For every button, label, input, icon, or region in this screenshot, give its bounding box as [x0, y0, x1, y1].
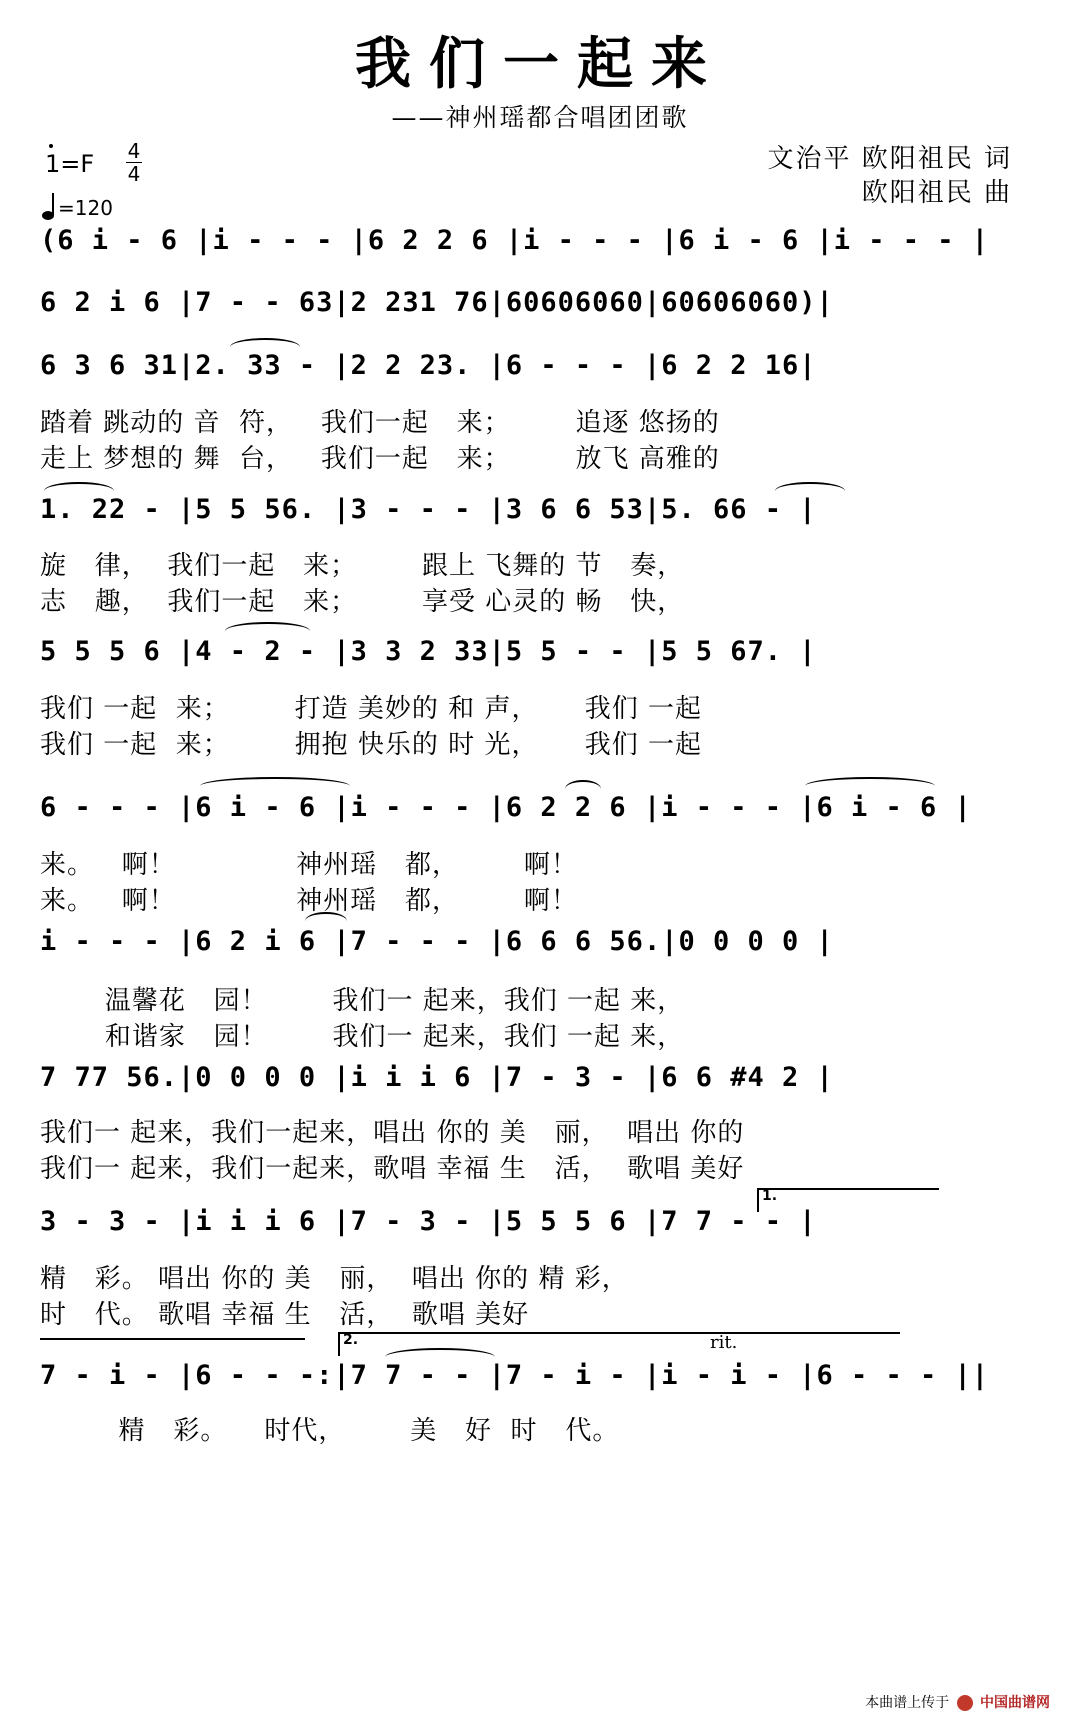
score-line-10: 7 - i - |6 - - -:|7 7 - - |7 - i - |i - i - |6 - - - ||: [40, 1360, 990, 1391]
score-line-7: i - - - |6 2 i 6 |7 - - - |6 6 6 56.|0 0 0 0 |: [40, 926, 834, 957]
lyric-line-10: 精 彩。 时代， 美 好 时 代。: [100, 1416, 620, 1446]
key-signature: [45, 150, 94, 178]
score-line-3: 6 3 6 31|2. 33 - |2 2 23. |6 - - - |6 2 2 16|: [40, 350, 817, 381]
score-line-6: 6 - - - |6 i - 6 |i - - - |6 2 2 6 |i - - - |6 i - 6 |: [40, 792, 972, 823]
score-line-4: 1. 22 - |5 5 56. |3 - - - |3 6 6 53|5. 66 - |: [40, 494, 817, 525]
score-line-9: 3 - 3 - |i i i 6 |7 - 3 - |5 5 5 6 |7 7 - - |: [40, 1206, 817, 1237]
meter-top: 4: [127, 139, 141, 163]
lyric-line-4b: 志 趣， 我们一起 来； 享受 心灵的 畅 快，: [40, 587, 685, 617]
footer-brand[interactable]: 中国曲谱网: [980, 1695, 1050, 1711]
upload-footer: [865, 1692, 1050, 1712]
first-ending-continuation: [40, 1338, 305, 1362]
lyric-line-7a: 温馨花 园！ 我们一 起来，我们 一起 来，: [40, 986, 685, 1016]
song-subtitle: ——神州瑶都合唱团团歌: [391, 103, 689, 132]
lyric-line-9a: 精 彩。 唱出 你的 美 丽， 唱出 你的 精 彩，: [40, 1264, 629, 1294]
lyric-line-6b: 来。 啊！ 神州瑶 都， 啊！: [40, 886, 578, 916]
score-line-8: 7 77 56.|0 0 0 0 |i i i 6 |7 - 3 - |6 6 #4 2 |: [40, 1062, 834, 1093]
lyric-line-7b: 和谐家 园！ 我们一 起来，我们 一起 来，: [40, 1022, 685, 1052]
ritardando-marking: rit.: [710, 1332, 738, 1353]
lyric-line-8a: 我们一 起来，我们一起来，唱出 你的 美 丽， 唱出 你的: [40, 1118, 745, 1148]
lyric-line-4a: 旋 律， 我们一起 来； 跟上 飞舞的 节 奏，: [40, 551, 685, 581]
lyricist-credit: 文治平 欧阳祖民 词: [767, 144, 1012, 174]
lyric-line-6a: 来。 啊！ 神州瑶 都， 啊！: [40, 850, 578, 880]
score-line-5: 5 5 5 6 |4 - 2 - |3 3 2 33|5 5 - - |5 5 67. |: [40, 636, 817, 667]
lyric-line-3a: 踏着 跳动的 音 符， 我们一起 来； 追逐 悠扬的: [40, 408, 720, 438]
tempo-marking: [42, 194, 113, 220]
lyric-line-3b: 走上 梦想的 舞 台， 我们一起 来； 放飞 高雅的: [40, 444, 720, 474]
score-line-2: 6 2 i 6 |7 - - 63|2 231 76|60606060|60606060)|: [40, 287, 834, 318]
time-signature: [126, 140, 142, 185]
score-line-1: (6 i - 6 |i - - - |6 2 2 6 |i - - - |6 i - 6 |i - - - |: [40, 225, 990, 256]
tempo-value: =120: [58, 196, 113, 220]
composer-credit: 欧阳祖民 曲: [861, 178, 1012, 208]
song-title: 我们一起来: [355, 31, 725, 97]
meter-bottom: 4: [127, 162, 141, 186]
lyric-line-8b: 我们一 起来，我们一起来，歌唱 幸福 生 活， 歌唱 美好: [40, 1154, 745, 1184]
quarter-note-icon: [42, 194, 58, 220]
first-ending-label: 1.: [762, 1188, 778, 1204]
lyric-line-5b: 我们 一起 来； 拥抱 快乐的 时 光， 我们 一起: [40, 730, 703, 760]
footer-prefix: 本曲谱上传于: [865, 1695, 950, 1711]
second-ending-label: 2.: [343, 1332, 359, 1348]
site-logo-icon: [957, 1695, 973, 1711]
lyric-line-5a: 我们 一起 来； 打造 美妙的 和 声， 我们 一起: [40, 694, 703, 724]
key-text: 1=F: [45, 150, 95, 178]
lyric-line-9b: 时 代。 歌唱 幸福 生 活， 歌唱 美好: [40, 1300, 530, 1330]
